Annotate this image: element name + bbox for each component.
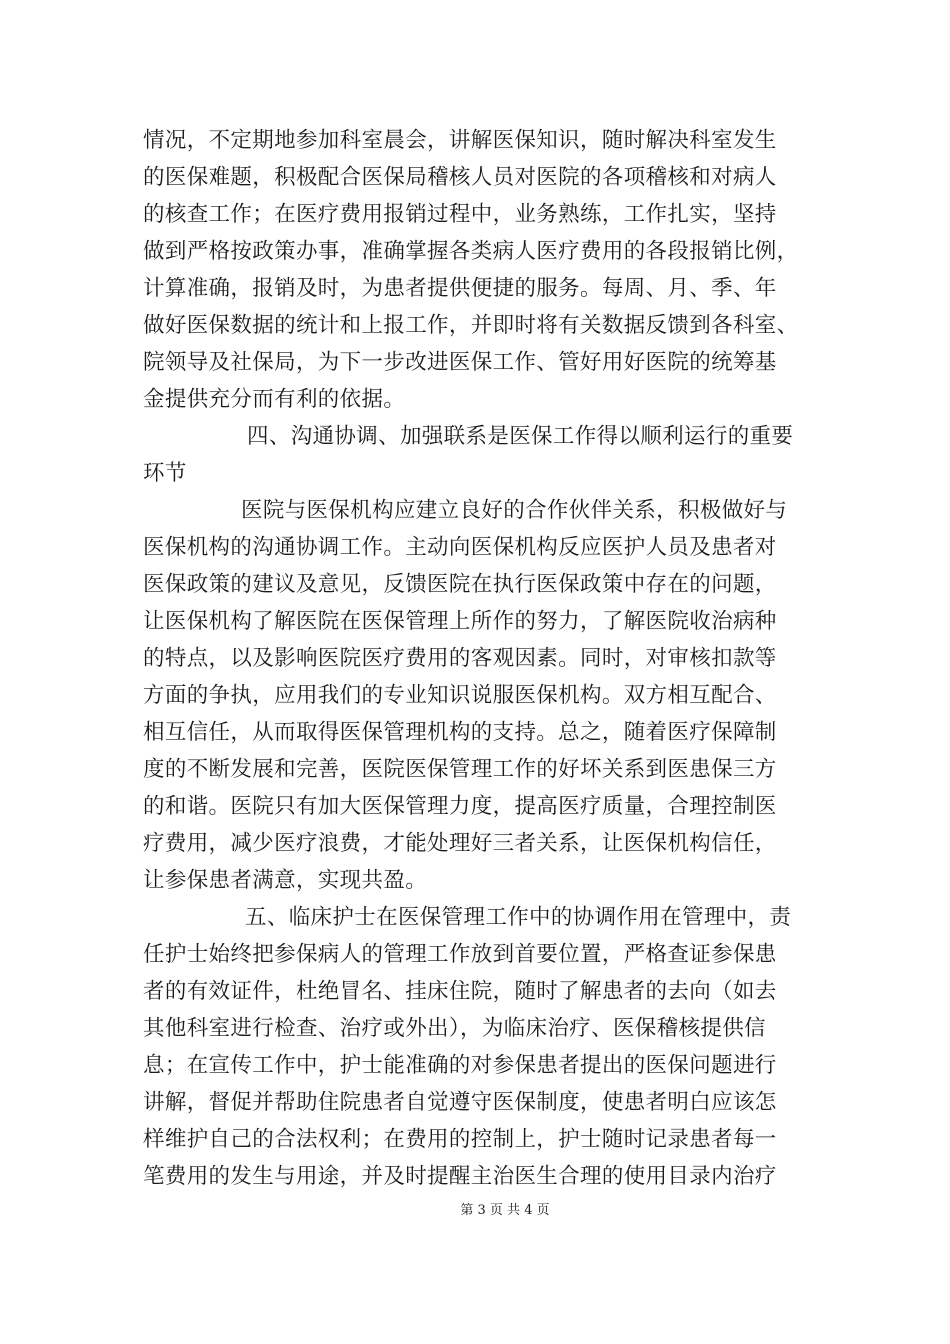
text-line: 金提供充分而有利的依据。 [143,387,406,412]
text-line: 的医保难题，积极配合医保局稽核人员对医院的各项稽核和对病人 [143,165,777,190]
text-line: 任护士始终把参保病人的管理工作放到首要位置，严格查证参保患 [143,942,777,967]
text-line: 讲解，督促并帮助住院患者自觉遵守医保制度，使患者明白应该怎 [143,1090,777,1115]
text-line: 笔费用的发生与用途，并及时提醒主治医生合理的使用目录内治疗 [143,1164,777,1189]
text-line: 样维护自己的合法权利；在费用的控制上，护士随时记录患者每一 [143,1127,777,1152]
text-line: 疗费用，减少医疗浪费，才能处理好三者关系，让医保机构信任， [143,831,777,856]
section-heading-4: 四、沟通协调、加强联系是医保工作得以顺利运行的重要 [247,424,794,449]
text-line: 的和谐。医院只有加大医保管理力度，提高医疗质量，合理控制医 [143,794,777,819]
section-heading-5: 五、临床护士在医保管理工作中的协调作用在管理中，责 [245,905,792,930]
text-line: 让医保机构了解医院在医保管理上所作的努力，了解医院收治病种 [143,609,777,634]
text-line: 其他科室进行检查、治疗或外出），为临床治疗、医保稽核提供信 [143,1016,766,1041]
text-line: 院领导及社保局，为下一步改进医保工作、管好用好医院的统筹基 [143,350,777,375]
paragraph-start: 医院与医保机构应建立良好的合作伙伴关系，积极做好与 [241,498,788,523]
text-line: 情况，不定期地参加科室晨会，讲解医保知识，随时解决科室发生 [143,128,777,153]
text-line: 息；在宣传工作中，护士能准确的对参保患者提出的医保问题进行 [143,1053,777,1078]
section-heading-4-continued: 环节 [143,461,187,486]
text-line: 让参保患者满意，实现共盈。 [143,868,428,893]
text-line: 方面的争执，应用我们的专业知识说服医保机构。双方相互配合、 [143,683,777,708]
text-line: 相互信任，从而取得医保管理机构的支持。总之，随着医疗保障制 [143,720,777,745]
page-number: 第 3 页 共 4 页 [460,1203,550,1218]
text-line: 的核查工作；在医疗费用报销过程中，业务熟练，工作扎实，坚持 [143,202,777,227]
text-line: 医保机构的沟通协调工作。主动向医保机构反应医护人员及患者对 [143,535,777,560]
text-line: 做好医保数据的统计和上报工作，并即时将有关数据反馈到各科室、 [143,313,799,338]
text-line: 者的有效证件，杜绝冒名、挂床住院，随时了解患者的去向（如去 [143,979,777,1004]
text-line: 做到严格按政策办事，准确掌握各类病人医疗费用的各段报销比例， [143,239,799,264]
text-line: 的特点，以及影响医院医疗费用的客观因素。同时，对审核扣款等 [143,646,777,671]
text-line: 医保政策的建议及意见，反馈医院在执行医保政策中存在的问题， [143,572,777,597]
text-line: 计算准确，报销及时，为患者提供便捷的服务。每周、月、季、年 [143,276,777,301]
text-line: 度的不断发展和完善，医院医保管理工作的好坏关系到医患保三方 [143,757,777,782]
